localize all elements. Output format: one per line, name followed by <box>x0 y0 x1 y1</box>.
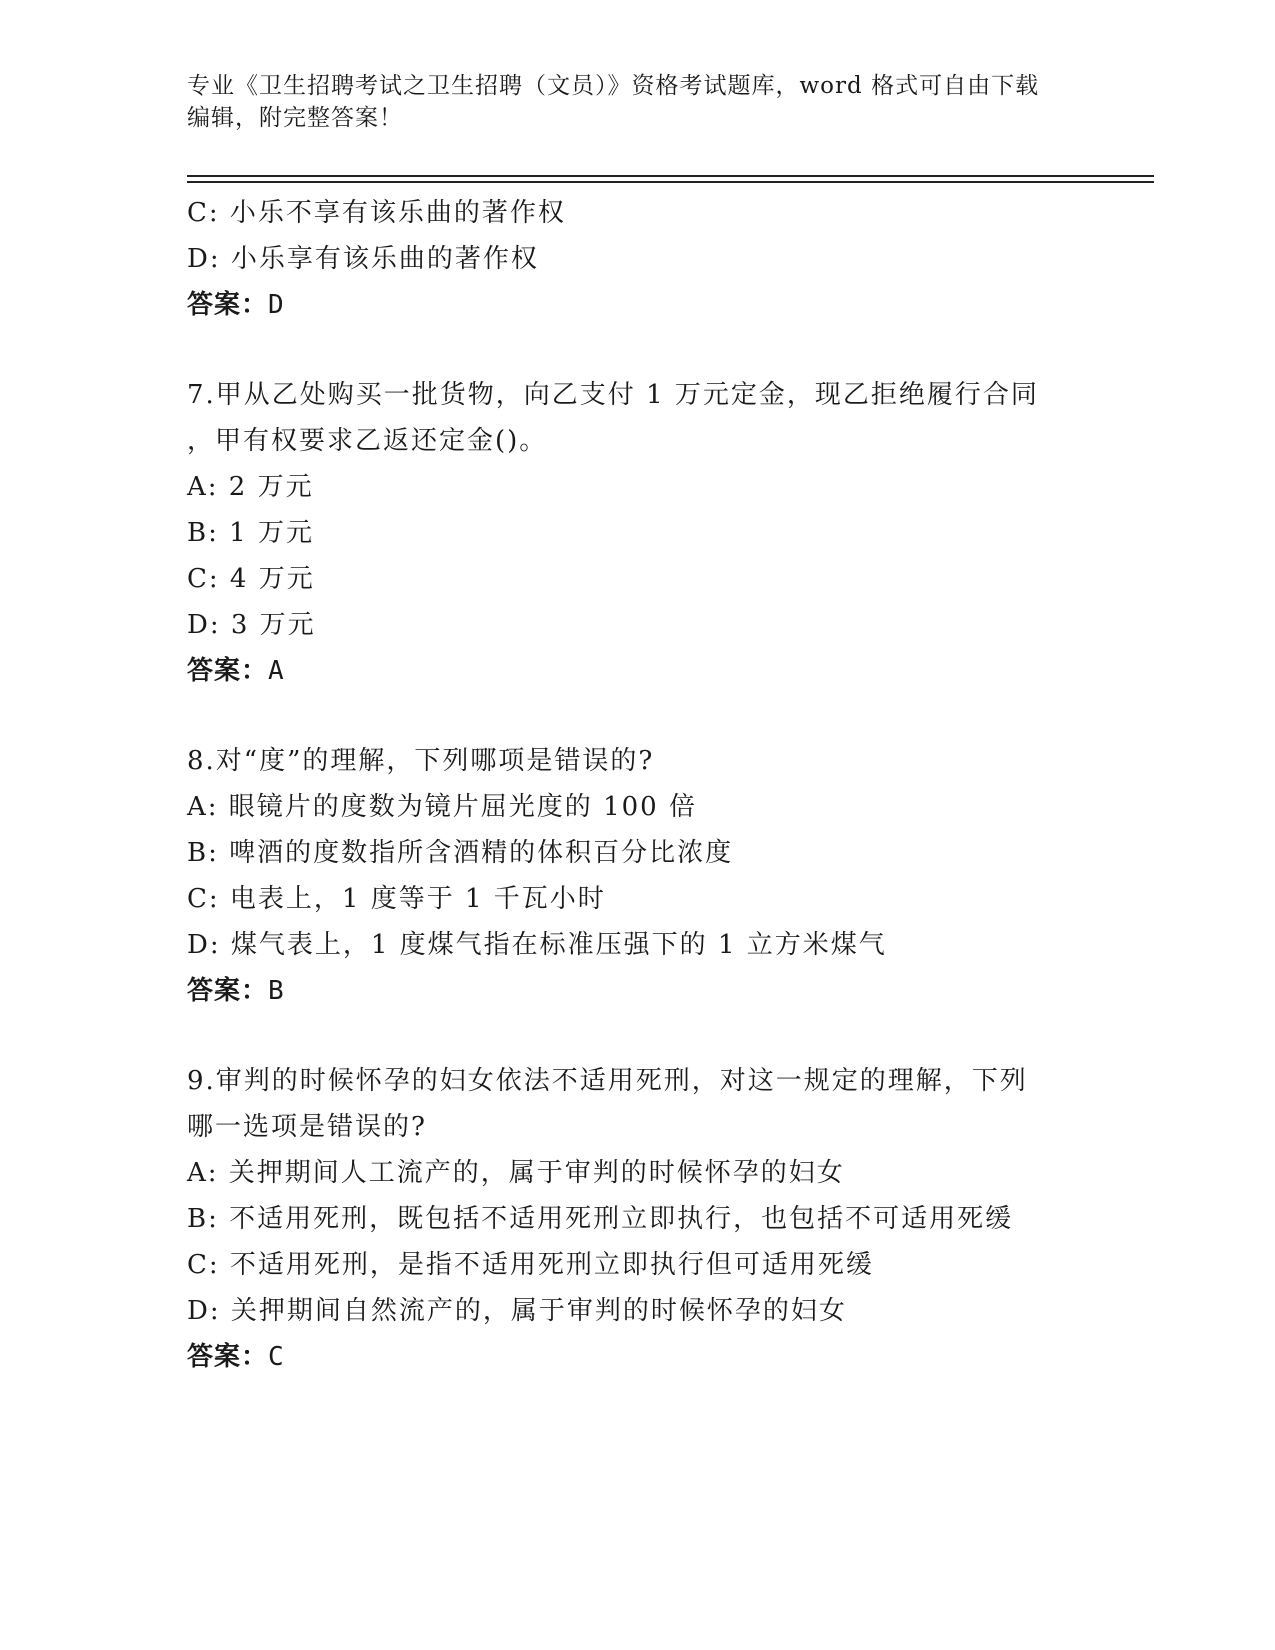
header-rule-top <box>187 175 1154 177</box>
q8-option-b: B: 啤酒的度数指所含酒精的体积百分比浓度 <box>187 838 734 868</box>
q6-answer <box>187 282 1087 328</box>
q9-stem-line-1: 9.审判的时候怀孕的妇女依法不适用死刑，对这一规定的理解，下列 <box>187 1066 1028 1096</box>
q7-stem-line-1: 7.甲从乙处购买一批货物，向乙支付 1 万元定金，现乙拒绝履行合同 <box>187 380 1039 410</box>
q7-option-c: C: 4 万元 <box>187 564 315 594</box>
question-9 <box>187 1058 1087 1380</box>
q9-option-b: B: 不适用死刑，既包括不适用死刑立即执行，也包括不可适用死缓 <box>187 1204 1014 1234</box>
question-8 <box>187 738 1087 1014</box>
spacer <box>187 328 1087 372</box>
q7-option-a: A: 2 万元 <box>187 472 314 502</box>
q8-answer-value: B <box>268 976 286 1006</box>
q7-answer <box>187 648 1087 694</box>
header-line-2: 编辑，附完整答案！ <box>187 105 403 131</box>
q9-answer <box>187 1334 1087 1380</box>
q8-stem-line-1: 8.对“度”的理解，下列哪项是错误的? <box>187 746 655 776</box>
q8-answer <box>187 968 1087 1014</box>
q9-stem-line-2: 哪一选项是错误的? <box>187 1112 427 1142</box>
spacer <box>187 1014 1087 1058</box>
q8-answer-label: 答案： <box>187 976 269 1006</box>
header-rule-bottom <box>187 181 1154 183</box>
q6-answer-value: D <box>268 290 286 320</box>
question-7 <box>187 372 1087 694</box>
document-header <box>187 70 1087 134</box>
q7-stem-line-2: ，甲有权要求乙返还定金()。 <box>187 426 548 456</box>
q7-answer-label: 答案： <box>187 656 269 686</box>
q7-option-d: D: 3 万元 <box>187 610 316 640</box>
header-line-1: 专业《卫生招聘考试之卫生招聘（文员）》资格考试题库，word 格式可自由下载 <box>187 73 1040 99</box>
q9-option-d: D: 关押期间自然流产的，属于审判的时候怀孕的妇女 <box>187 1296 847 1326</box>
question-6 <box>187 190 1087 328</box>
q9-option-c: C: 不适用死刑，是指不适用死刑立即执行但可适用死缓 <box>187 1250 874 1280</box>
q8-option-c: C: 电表上，1 度等于 1 千瓦小时 <box>187 884 606 914</box>
q8-option-d: D: 煤气表上，1 度煤气指在标准压强下的 1 立方米煤气 <box>187 930 887 960</box>
q9-answer-label: 答案： <box>187 1342 269 1372</box>
q6-answer-label: 答案： <box>187 290 269 320</box>
q6-option-c: C: 小乐不享有该乐曲的著作权 <box>187 198 566 228</box>
q9-option-a: A: 关押期间人工流产的，属于审判的时候怀孕的妇女 <box>187 1158 845 1188</box>
q9-answer-value: C <box>268 1342 286 1372</box>
spacer <box>187 694 1087 738</box>
q6-option-d: D: 小乐享有该乐曲的著作权 <box>187 244 539 274</box>
q7-answer-value: A <box>268 656 286 686</box>
question-list <box>187 190 1087 1380</box>
q7-option-b: B: 1 万元 <box>187 518 314 548</box>
q8-option-a: A: 眼镜片的度数为镜片屈光度的 100 倍 <box>187 792 697 822</box>
